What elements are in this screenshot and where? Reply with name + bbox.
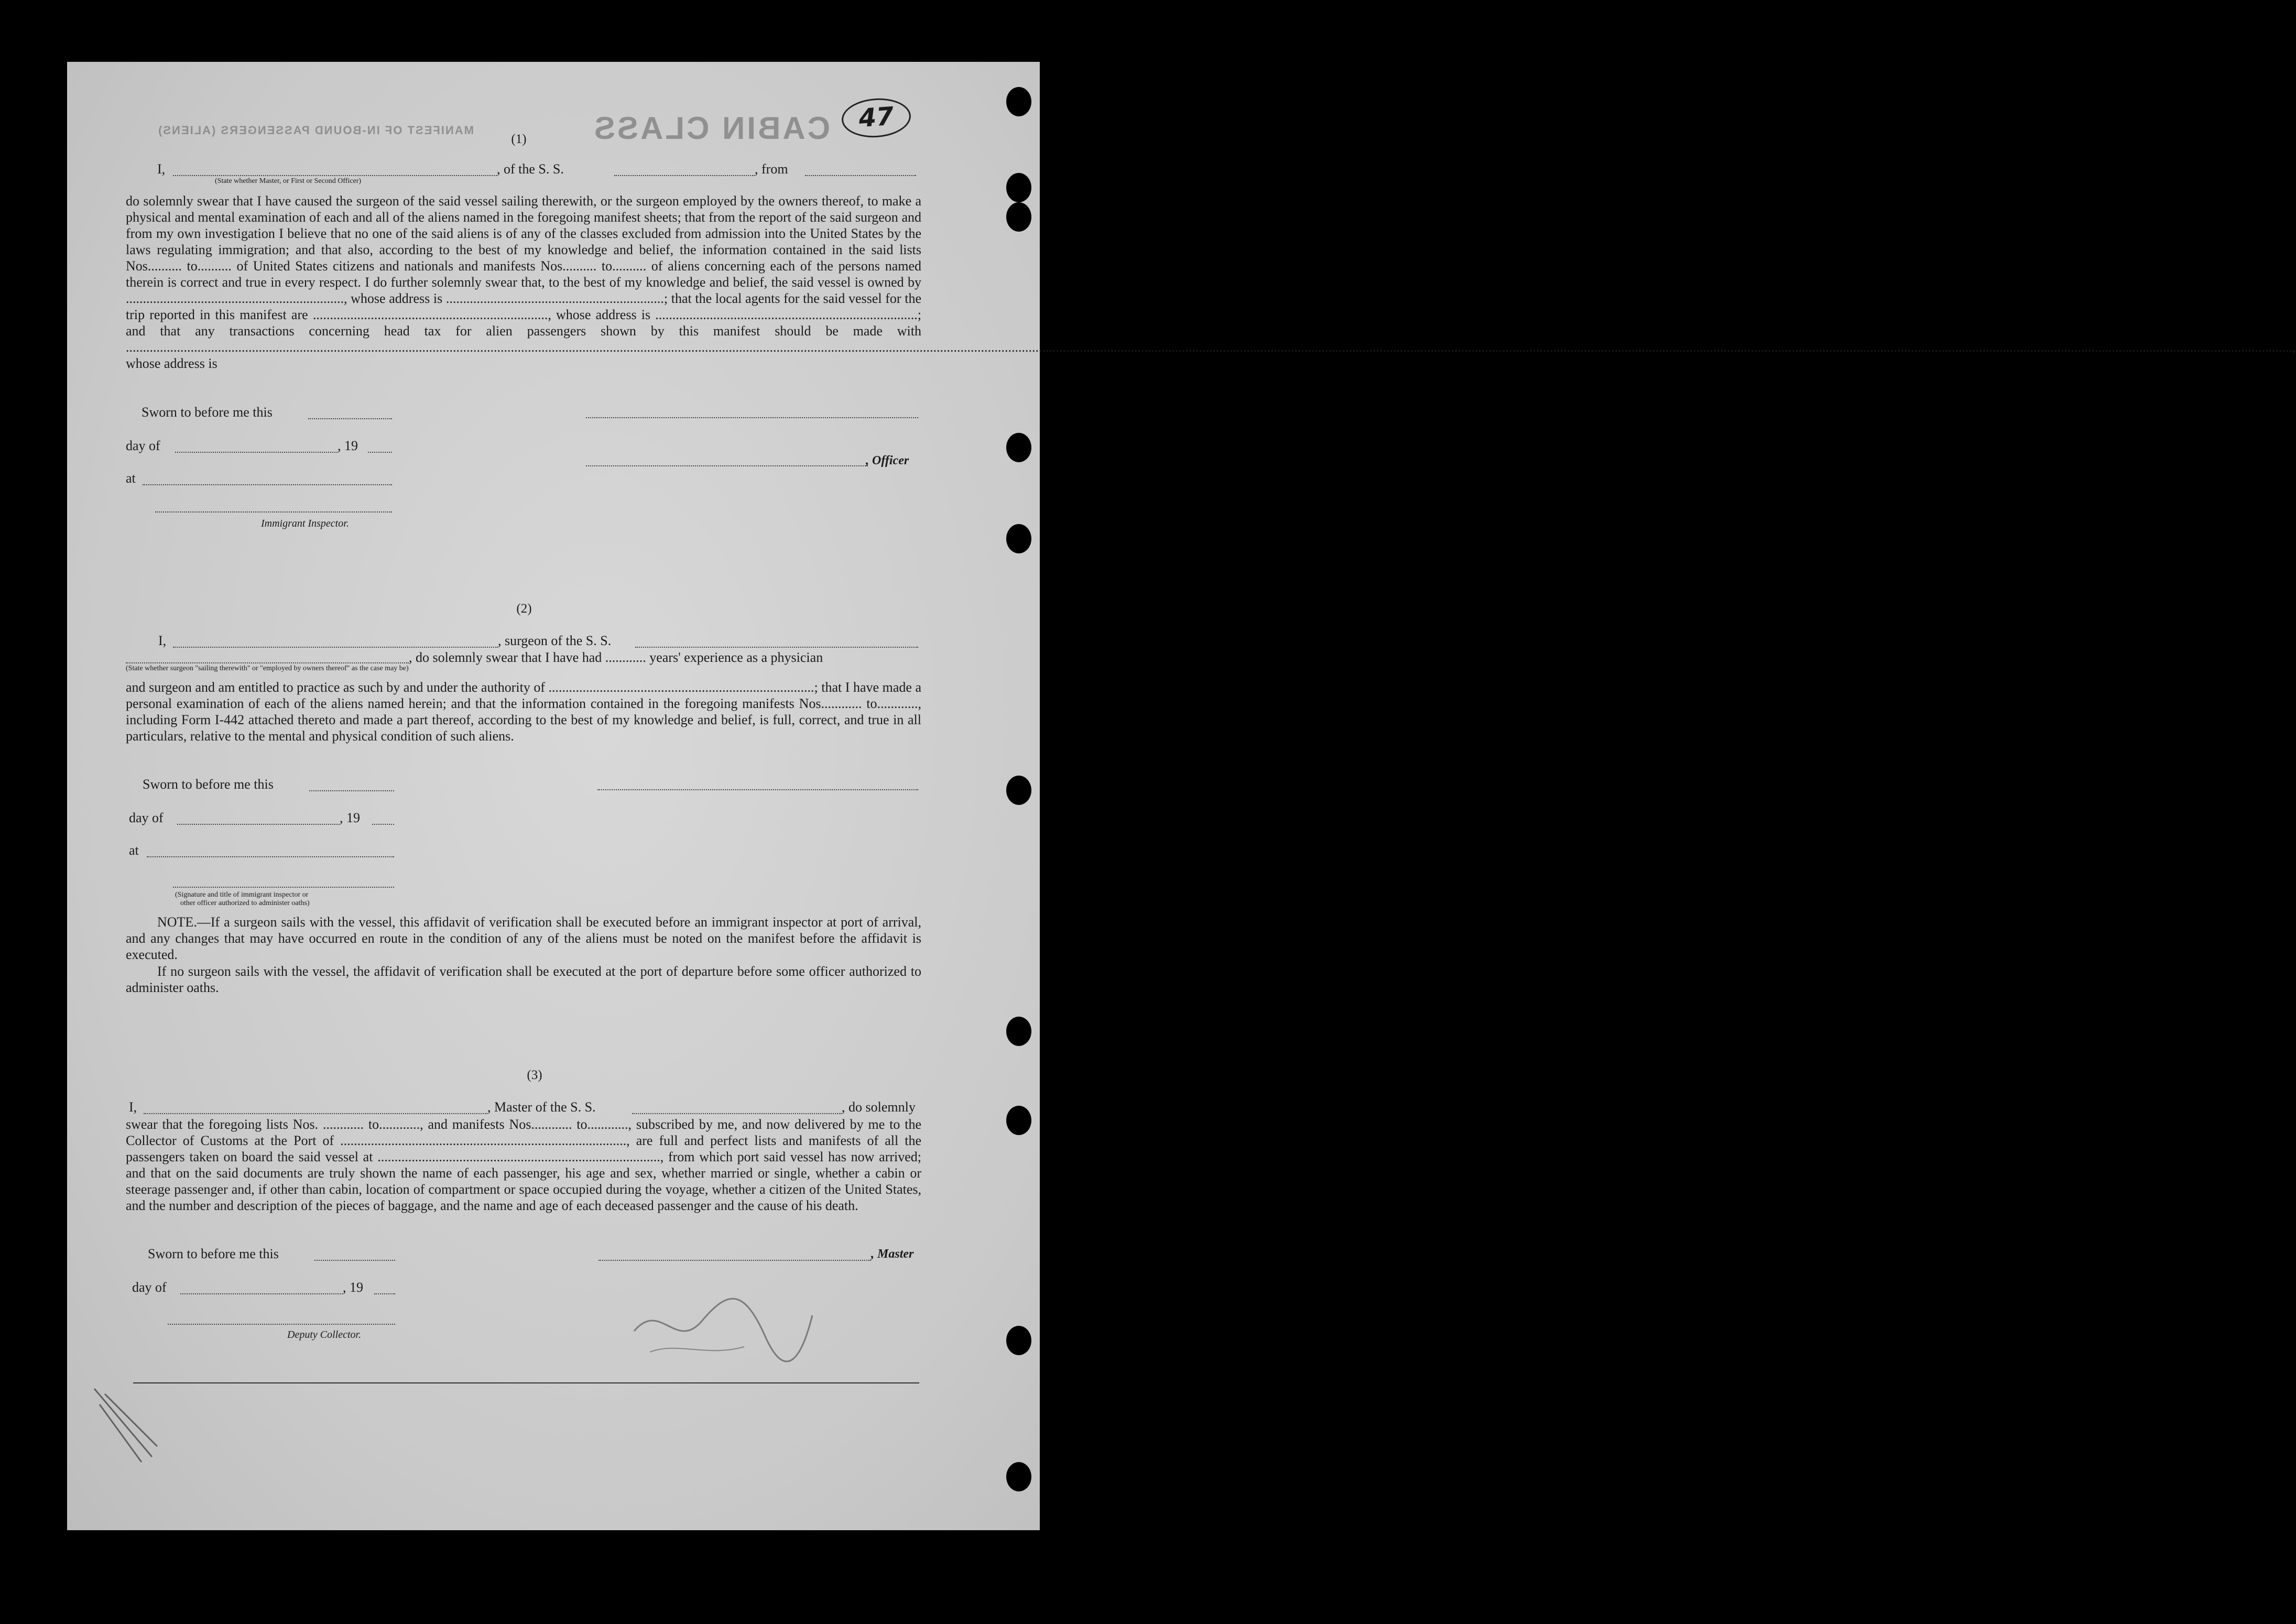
s2-day-field[interactable]: [177, 824, 340, 825]
s2-sworn-date-field[interactable]: [309, 790, 394, 791]
s3-i: I,: [129, 1099, 137, 1115]
s3-master-name-field[interactable]: [144, 1113, 487, 1114]
s1-officer-label: , Officer: [866, 454, 909, 467]
s2-status-field[interactable]: [126, 662, 409, 663]
s3-master-ss: , Master of the S. S.: [487, 1099, 596, 1115]
s2-signature-line[interactable]: [597, 789, 918, 790]
handwritten-page-number: 47: [841, 96, 912, 139]
s1-paragraph: do solemnly swear that I have caused the surgeon of the said vessel sailing therewith, or the surgeon employed by the owners thereof, to make a physical and mental examination of each and all of the aliens named in the foregoing manifest sheets; that from the report of the said surgeon and from my own investigation I believe that no one of the said aliens is of any of the classes excluded from admission into the United States by the laws regulating immigration; and that also, according to the best of my knowledge and belief, the information contained in the said lists Nos.......... to.......... of United States citizens and nationals and manifests Nos.......... to.......... of aliens concerning each of the persons named therein is correct and true in every respect. I do further solemnly swear that, to the best of my knowledge and belief, the said vessel is owned by ................................................................, whose address is ................................................................; that the local agents for the said vessel for the trip reported in this manifest are ....................................................................., whose address is .............................................................................; and that any transactions concerning head tax for alien passengers shown by this manifest should be made with ............................................................................................................................................................................................................................................................................................................................................................................................................................................................................................................................................................................................................................................................, whose address is: [126, 193, 2296, 371]
s3-year: , 19: [343, 1280, 363, 1295]
punch-hole: [1006, 433, 1031, 462]
s2-sig-note-2: other officer authorized to administer oaths): [180, 899, 310, 907]
s1-sworn-date-field[interactable]: [308, 418, 392, 419]
s3-collector-line[interactable]: [168, 1324, 395, 1325]
s2-surgeon-name-field[interactable]: [173, 647, 498, 648]
s2-vessel-field[interactable]: [635, 647, 918, 648]
s1-at-field[interactable]: [143, 484, 392, 485]
s2-at: at: [129, 843, 139, 858]
punch-hole: [1006, 87, 1031, 116]
punch-hole: [1006, 173, 1031, 202]
s3-paragraph: swear that the foregoing lists Nos. ............ to............, and manifests Nos............ to............, subscribed by me, and now delivered by me to the Collector of Customs at the Port of ...................................................................................., are full and perfect lists and manifests of all the passengers taken on board the said vessel at ..................................................................................., from which port said vessel has now arrived; and that on the said documents are truly shown the name of each passenger, his age and sex, whether married or single, whether a cabin or steerage passenger and, if other than cabin, location of compartment or space occupied during the voyage, whether a citizen of the United States, and the number and description of the pieces of baggage, and the name and age of each deceased passenger and the cause of his death.: [126, 1117, 921, 1213]
handwritten-scrawl: [629, 1268, 818, 1373]
bleed-through-cabin-class: CABIN CLASS: [592, 111, 831, 146]
s3-master-label: , Master: [871, 1247, 914, 1261]
bleed-through-header: MANIFEST OF IN-BOUND PASSENGERS (ALIENS): [157, 124, 474, 137]
punch-hole: [1006, 1326, 1031, 1355]
s1-i: I,: [157, 161, 166, 177]
s3-day-field[interactable]: [180, 1293, 343, 1294]
s2-day-of: day of: [129, 810, 164, 825]
s1-under-note: (State whether Master, or First or Second Officer): [215, 177, 362, 185]
section-1-number: (1): [511, 132, 527, 146]
s3-day-of: day of: [132, 1280, 167, 1295]
corner-marks: [89, 1383, 162, 1467]
s2-sig-note-1: (Signature and title of immigrant inspector or: [175, 891, 309, 899]
punch-hole: [1006, 1106, 1031, 1135]
s3-vessel-field[interactable]: [632, 1113, 842, 1114]
s1-year-field[interactable]: [368, 452, 392, 453]
section-2-number: (2): [516, 602, 532, 616]
s3-year-field[interactable]: [374, 1293, 395, 1294]
bottom-rule: [133, 1382, 919, 1383]
s2-sworn: Sworn to before me this: [143, 777, 274, 792]
s3-master-signature-line[interactable]: [599, 1260, 871, 1261]
s1-officer-signature-line[interactable]: [586, 417, 918, 418]
s1-day-field[interactable]: [175, 452, 338, 453]
s2-year-field[interactable]: [372, 824, 394, 825]
s2-i: I,: [158, 633, 167, 648]
s1-from-field[interactable]: [805, 175, 916, 176]
punch-hole: [1006, 1462, 1031, 1491]
punch-hole: [1006, 202, 1031, 232]
s1-day-of: day of: [126, 438, 160, 453]
s3-sworn: Sworn to before me this: [148, 1246, 279, 1261]
s2-under-note: (State whether surgeon "sailing therewith" or "employed by owners thereof" as the case may be): [126, 664, 409, 672]
s3-do-solemnly: , do solemnly: [842, 1099, 916, 1115]
s2-year: , 19: [340, 810, 360, 825]
punch-hole: [1006, 1017, 1031, 1046]
s3-sworn-date-field[interactable]: [314, 1260, 395, 1261]
s1-at: at: [126, 471, 136, 486]
s2-inspector-line[interactable]: [173, 887, 394, 888]
s1-officer-field[interactable]: [173, 175, 497, 176]
s2-surgeon-ss: , surgeon of the S. S.: [498, 633, 612, 648]
s1-officer-line-2[interactable]: [586, 465, 868, 466]
punch-hole: [1006, 524, 1031, 553]
s2-line2: , do solemnly swear that I have had ............ years' experience as a physician: [409, 650, 823, 665]
s1-vessel-field[interactable]: [614, 175, 755, 176]
s1-inspector-label: Immigrant Inspector.: [261, 518, 349, 529]
s2-note-2: If no surgeon sails with the vessel, the affidavit of verification shall be executed at the port of departure before some officer authorized to administer oaths.: [126, 964, 921, 995]
s2-paragraph: and surgeon and am entitled to practice as such by and under the authority of ..............................................................................; that I have made a personal examination of each of the aliens named herein; and that the information contained in the foregoing manifests Nos............ to............, including Form I-442 attached thereto and made a part thereof, according to the best of my knowledge and belief, is full, correct, and true in all particulars, relative to the mental and physical condition of such aliens.: [126, 680, 921, 744]
s1-from: , from: [755, 161, 788, 177]
s2-note: NOTE.—If a surgeon sails with the vessel, this affidavit of verification shall be executed before an immigrant inspector at port of arrival, and any changes that may have occurred en route in the condition of any of the aliens must be noted on the manifest before the affidavit is executed.: [126, 914, 921, 962]
s1-inspector-line[interactable]: [155, 511, 392, 513]
s1-of-ss: , of the S. S.: [497, 161, 564, 177]
s2-at-field[interactable]: [147, 856, 394, 857]
s3-collector-label: Deputy Collector.: [287, 1329, 362, 1340]
s1-year: , 19: [338, 438, 358, 453]
s1-sworn: Sworn to before me this: [142, 405, 273, 420]
punch-hole: [1006, 776, 1031, 805]
section-3-number: (3): [527, 1068, 542, 1082]
